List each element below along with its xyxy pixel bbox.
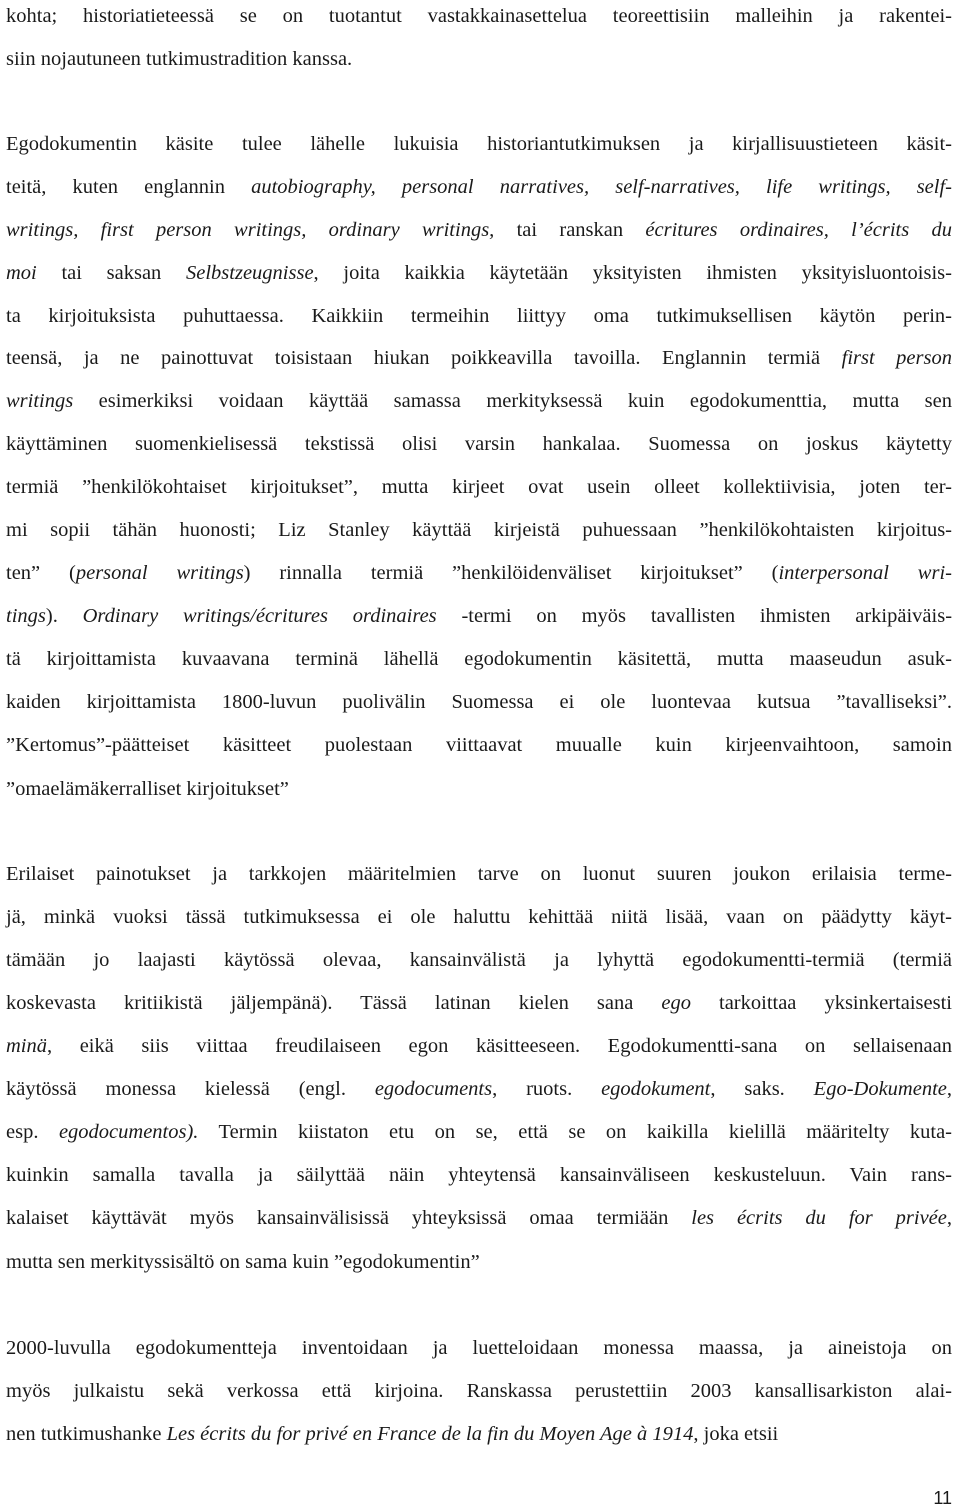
text-run: Termin kiistaton etu on se, että se on kaikilla kielillä määritelty kuta- [198,1121,953,1143]
text-run: ta kirjoituksista puhuttaessa. Kaikkiin termeihin liittyy oma tutkimuksellisen käytön perin- [6,305,952,327]
text-line [6,518,952,542]
text-run: , saks. [710,1078,814,1100]
italic-term: Ordinary writings/écritures ordinaires [82,605,437,627]
italic-term: moi [6,262,37,284]
text-run: käytössä monessa kielessä (engl. [6,1078,375,1100]
italic-term: Les écrits du for privé en France de la fin du Moyen Age à 1914 [166,1423,694,1445]
text-run: ) rinnalla termiä ”henkilöidenväliset kirjoitukset” ( [243,562,779,584]
text-line [6,261,952,285]
text-line [6,47,952,71]
text-line [6,1163,952,1187]
text-line [6,175,952,199]
italic-term: ego [661,992,691,1014]
text-line [6,1077,952,1101]
text-run: ). [45,605,83,627]
text-run: Egodokumentin käsite tulee lähelle lukuisia historiantutkimuksen ja kirjallisuustieteen käsit- [6,133,952,155]
text-run: -termi on myös tavallisten ihmisten arkipäiväis- [436,605,953,627]
text-run: ”omaelämäkerralliset kirjoitukset” [6,778,289,800]
text-run: koskevasta kritiikistä jäljempänä). Tässä latinan kielen sana [6,992,662,1014]
text-line [6,1120,952,1144]
text-run: teensä, ja ne painottuvat toisistaan hiukan poikkeavilla tavoilla. Englannin termiä [6,347,842,369]
text-line [6,132,952,156]
text-line [6,304,952,328]
text-run: käyttäminen suomenkielisessä tekstissä olisi varsin hankalaa. Suomessa on joskus käytetty [6,433,952,455]
italic-term: writings, first person writings, ordinary writings, [6,219,495,241]
italic-term: les écrits du for privée [691,1207,947,1229]
italic-term: interpersonal wri- [778,562,952,584]
text-run: kaiden kirjoittamista 1800-luvun puolivälin Suomessa ei ole luontevaa kutsua ”tavalliseksi”. [6,691,952,713]
text-run: termiä ”henkilökohtaiset kirjoitukset”, mutta kirjeet ovat usein olleet kollektiivisia, joten ter- [6,476,952,498]
italic-term: Selbstzeugnisse [186,262,314,284]
text-line [6,905,952,929]
italic-term: personal writings [75,562,244,584]
text-run: esp. [6,1121,59,1143]
italic-term: écritures ordinaires, l’écrits du [645,219,952,241]
text-run: , joita kaikkia käytetään yksityisten ihmisten yksityisluontoisis- [313,262,952,284]
text-run: kuinkin samalla tavalla ja säilyttää näin yhteytensä kansainväliseen keskusteluun. Vain rans- [6,1164,952,1186]
text-run: myös julkaistu sekä verkossa että kirjoina. Ranskassa perustettiin 2003 kansallisarkiston alai- [6,1380,952,1402]
text-line [6,561,952,585]
text-line [6,218,952,242]
text-run: Erilaiset painotukset ja tarkkojen määritelmien tarve on luonut suuren joukon erilaisia terme- [6,863,952,885]
text-line [6,1206,952,1230]
text-run: siin nojautuneen tutkimustradition kanssa. [6,48,353,70]
text-run: 2000-luvulla egodokumentteja inventoidaan ja luetteloidaan monessa maassa, ja aineistoja on [6,1337,952,1359]
text-run: esimerkiksi voidaan käyttää samassa merkityksessä kuin egodokumenttia, mutta sen [73,390,952,412]
text-line [6,647,952,671]
text-run: kohta; historiatieteessä se on tuotantut vastakkainasettelua teoreettisiin malleihin ja rakentei- [6,5,952,27]
page-number: 11 [933,1488,952,1508]
text-run: , [946,1207,952,1229]
text-line [6,4,952,28]
text-line [6,777,952,801]
text-run: , [946,1078,952,1100]
text-line [6,389,952,413]
text-run: tä kirjoittamista kuvaavana terminä lähellä egodokumentin käsitettä, mutta maaseudun asuk- [6,648,952,670]
italic-term: Ego-Dokumente [813,1078,947,1100]
text-run: mutta sen merkityssisältö on sama kuin ”egodokumentin” [6,1251,480,1273]
text-line [6,1336,952,1360]
italic-term: tings [6,605,46,627]
italic-term: egodocumentos). [58,1121,199,1143]
text-line [6,690,952,714]
text-run: tai saksan [36,262,186,284]
text-line [6,432,952,456]
text-run: jä, minkä vuoksi tässä tutkimuksessa ei ole haluttu kehittää niitä lisää, vaan on päädytty käyt- [6,906,952,928]
text-line [6,1250,952,1274]
text-run: mi sopii tähän huonosti; Liz Stanley käyttää kirjeistä puhuessaan ”henkilökohtaisten kirjoitus- [6,519,952,541]
text-line [6,991,952,1015]
text-run: kalaiset käyttävät myös kansainvälisissä yhteyksissä omaa termiään [6,1207,692,1229]
text-line [6,1422,952,1446]
text-run: , eikä siis viittaa freudilaiseen egon käsitteeseen. Egodokumentti-sana on sellaisenaan [47,1035,952,1057]
text-run: nen tutkimushanke [6,1423,167,1445]
text-run: ”Kertomus”-päätteiset käsitteet puolestaan viittaavat muualle kuin kirjeenvaihtoon, samoin [6,734,952,756]
italic-term: egodokument [601,1078,711,1100]
text-line [6,1379,952,1403]
text-line [6,604,952,628]
italic-term: first person [841,347,952,369]
text-run: ten” ( [6,562,76,584]
text-line [6,346,952,370]
italic-term: autobiography, personal narratives, self-narratives, life writings, self- [251,176,953,198]
text-run: , ruots. [492,1078,602,1100]
text-run: , joka etsii [693,1423,779,1445]
text-line [6,733,952,757]
italic-term: minä [6,1035,47,1057]
text-line [6,1034,952,1058]
text-run: tarkoittaa yksinkertaisesti [690,992,952,1014]
text-run: teitä, kuten englannin [6,176,252,198]
text-line [6,862,952,886]
text-line [6,948,952,972]
italic-term: egodocuments [374,1078,493,1100]
italic-term: writings [6,390,74,412]
text-line [6,475,952,499]
text-run: tämään jo laajasti käytössä olevaa, kansainvälistä ja lyhyttä egodokumentti-termiä (termiä [6,949,952,971]
text-run: tai ranskan [494,219,646,241]
